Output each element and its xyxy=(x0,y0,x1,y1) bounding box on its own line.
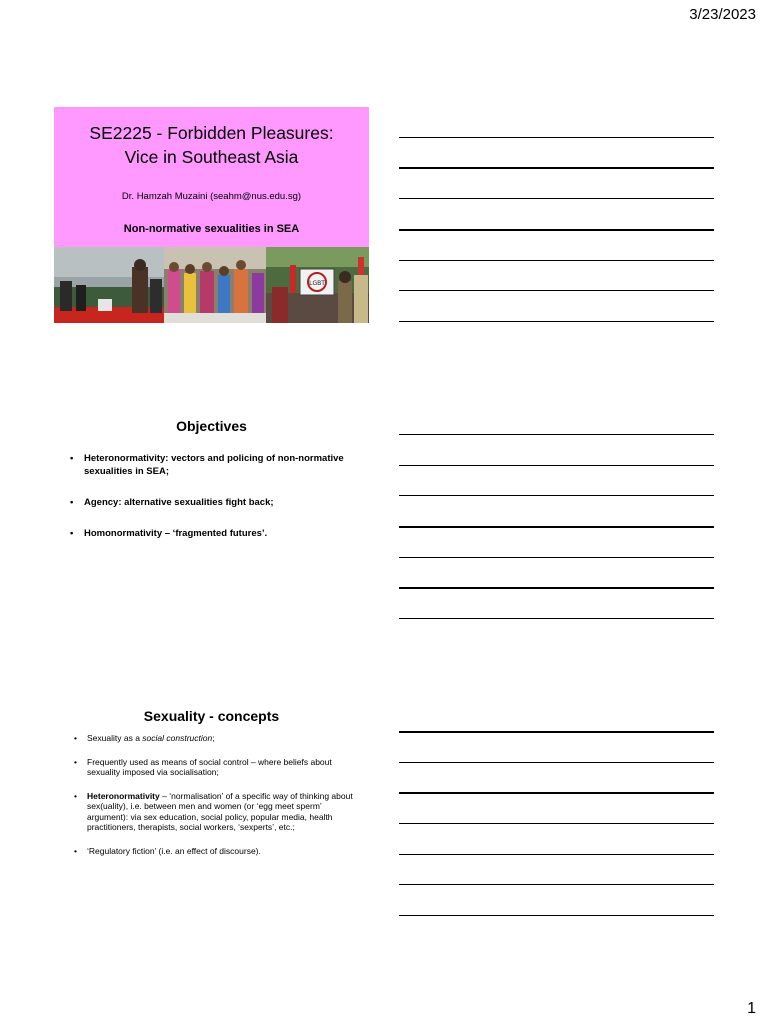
list-item: • Homonormativity – ‘fragmented futures’. xyxy=(70,527,360,540)
notes-line xyxy=(399,618,714,619)
photo-collage xyxy=(54,247,369,323)
slide-1-heading xyxy=(54,121,369,169)
list-item: • Heteronormativity: vectors and policing of non-normative sexualities in SEA; xyxy=(70,452,360,478)
notes-line xyxy=(399,792,714,794)
notes-line xyxy=(399,884,714,885)
text: Sexuality as a xyxy=(87,733,143,743)
notes-line xyxy=(399,526,714,528)
list-item: • ‘Regulatory fiction’ (i.e. an effect of discourse). xyxy=(74,846,356,857)
notes-line xyxy=(399,434,714,435)
photo-protest xyxy=(266,247,369,323)
concepts-list xyxy=(74,733,356,869)
notes-line xyxy=(399,290,714,291)
term: Heteronormativity xyxy=(87,790,160,801)
notes-line xyxy=(399,762,714,763)
photo-public-caning xyxy=(54,247,164,323)
notes-line xyxy=(399,557,714,558)
title-line-2: Vice in Southeast Asia xyxy=(124,147,299,167)
slide-2-title: Objectives xyxy=(176,418,247,434)
list-item xyxy=(74,791,356,833)
notes-line xyxy=(399,321,714,322)
notes-line xyxy=(399,854,714,855)
emphasis: social construction xyxy=(142,733,213,743)
notes-line xyxy=(399,167,714,169)
notes-line xyxy=(399,137,714,138)
print-date: 3/23/2023 xyxy=(689,6,756,23)
photo-parade xyxy=(164,247,266,323)
slide-1-title xyxy=(54,107,369,323)
author-line: Dr. Hamzah Muzaini (seahm@nus.edu.sg) xyxy=(121,191,302,202)
notes-line xyxy=(399,465,714,466)
slide-3-sexuality-concepts xyxy=(54,700,369,916)
text: – ‘normalisation’ of a specific way of thinking about sex(uality), i.e. between men and women (or ‘egg meet sperm’ argument): via sex education, social policy, popular media, health practitioners, therapists, social workers, ‘sexperts’, etc.; xyxy=(87,790,353,832)
slide-2-objectives xyxy=(54,410,369,626)
title-line-1: SE2225 - Forbidden Pleasures: xyxy=(89,123,334,143)
page-number: 1 xyxy=(747,1000,756,1017)
objectives-list xyxy=(70,452,360,558)
sign-text: LGBT xyxy=(309,280,325,287)
notes-line xyxy=(399,260,714,261)
list-item xyxy=(74,733,356,744)
notes-line xyxy=(399,495,714,496)
slide-1-subtitle: Non-normative sexualities in SEA xyxy=(123,223,300,235)
text: ; xyxy=(212,733,215,743)
list-item: • Frequently used as means of social control – where beliefs about sexuality imposed via socialisation; xyxy=(74,757,356,778)
notes-line xyxy=(399,587,714,589)
slide-3-title: Sexuality - concepts xyxy=(143,708,280,724)
notes-line xyxy=(399,229,714,231)
notes-line xyxy=(399,823,714,824)
notes-line xyxy=(399,731,714,733)
notes-line xyxy=(399,198,714,199)
list-item: • Agency: alternative sexualities fight back; xyxy=(70,496,360,509)
notes-line xyxy=(399,915,714,916)
